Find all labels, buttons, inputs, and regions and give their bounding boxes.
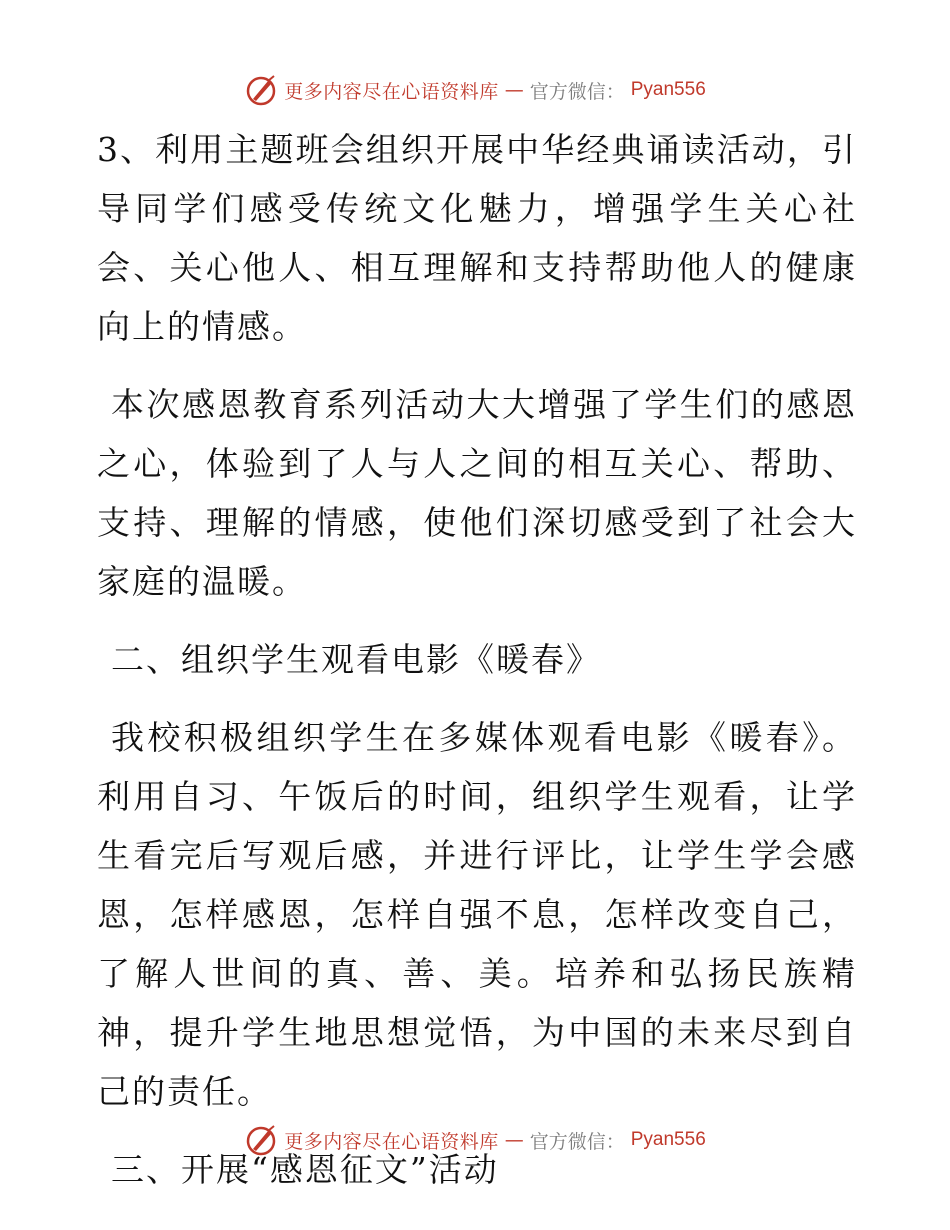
watermark-wechat-id: Pyan556 — [630, 79, 706, 100]
paragraph-movie-activity: 我校积极组织学生在多媒体观看电影《暖春》。利用自习、午饭后的时间，组织学生观看，让学生看完后写观后感，并进行评比，让学生学会感恩，怎样感恩，怎样自强不息，怎样改变自己，了解人世间的真、善、美。培养和弘扬民族精神，提升学生地思想觉悟，为中国的未来尽到自己的责任。 — [97, 718, 857, 1111]
paragraph-classic-reading: 3、利用主题班会组织开展中华经典诵读活动，引导同学们感受传统文化魅力，增强学生关心社会、关心他人、相互理解和支持帮助他人的健康向上的情感。 — [97, 130, 857, 346]
watermark-text: 更多内容尽在心语资料库 — [284, 1130, 499, 1153]
document-body — [97, 120, 857, 1218]
footer-watermark — [0, 1120, 950, 1160]
watermark-separator: — — [504, 1129, 524, 1151]
quill-pen-logo-icon — [244, 1123, 278, 1157]
watermark-official-label: 官方微信： — [529, 80, 625, 103]
watermark-official-label: 官方微信： — [529, 1130, 625, 1153]
watermark-text: 更多内容尽在心语资料库 — [284, 80, 499, 103]
watermark-separator: — — [504, 79, 524, 101]
quill-pen-logo-icon — [244, 73, 278, 107]
header-watermark — [0, 70, 950, 110]
watermark-wechat-id: Pyan556 — [630, 1129, 706, 1150]
paragraph-gratitude-summary: 本次感恩教育系列活动大大增强了学生们的感恩之心，体验到了人与人之间的相互关心、帮助、支持、理解的情感，使他们深切感受到了社会大家庭的温暖。 — [97, 385, 857, 601]
section-heading-movie: 二、组织学生观看电影《暖春》 — [111, 640, 601, 679]
section-heading-essay: 三、开展“感恩征文”活动 — [111, 1150, 499, 1189]
